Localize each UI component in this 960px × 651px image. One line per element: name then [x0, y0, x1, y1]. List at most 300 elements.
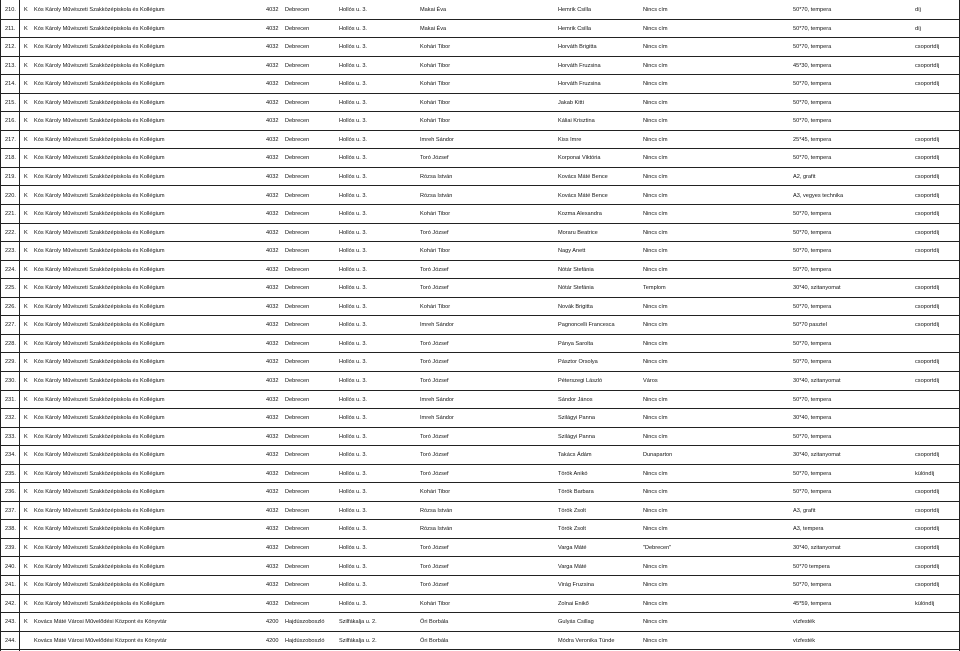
- cell-category: K: [24, 322, 28, 329]
- cell-student: Hemrik Csilla: [558, 7, 591, 13]
- cell-institution: Kós Károly Művészeti Szakközépiskola és Kollégium: [34, 248, 165, 255]
- cell-row-number: 226.: [5, 303, 16, 310]
- cell-city: Debrecen: [285, 378, 310, 384]
- cell-city: Debrecen: [285, 415, 310, 422]
- cell-postcode: 4032: [266, 99, 279, 106]
- cell-student: Sándor János: [558, 396, 593, 403]
- cell-title: Nincs cím: [643, 99, 668, 106]
- cell-student: Varga Máté: [558, 544, 587, 551]
- cell-student: Zolnai Enikő: [558, 600, 589, 607]
- cell-postcode: 4032: [266, 155, 279, 162]
- cell-title: Nincs cím: [643, 396, 668, 403]
- cell-teacher: Kohári Tibor: [420, 303, 451, 310]
- cell-technique: 50*70, tempera: [793, 303, 832, 310]
- cell-award: csoportdíj: [915, 211, 940, 218]
- cell-category: K: [24, 359, 28, 366]
- cell-postcode: 4032: [266, 229, 279, 236]
- cell-category: K: [24, 81, 28, 88]
- cell-category: K: [24, 25, 28, 32]
- cell-teacher: Kohári Tibor: [420, 489, 451, 496]
- cell-institution: Kós Károly Művészeti Szakközépiskola és Kollégium: [34, 229, 165, 236]
- cell-postcode: 4032: [266, 136, 279, 143]
- cell-award: [915, 261, 959, 279]
- cell-technique: 50*70, tempera: [793, 211, 832, 218]
- cell-city: Debrecen: [285, 322, 310, 329]
- cell-street: Hollós u. 3.: [339, 136, 367, 143]
- cell-category: K: [24, 248, 28, 255]
- cell-city: Debrecen: [285, 396, 310, 403]
- cell-category: K: [24, 303, 28, 310]
- cell-row-number: 213.: [5, 62, 16, 69]
- cell-institution: Kós Károly Művészeti Szakközépiskola és Kollégium: [34, 526, 165, 533]
- cell-row-number: 235.: [5, 470, 16, 477]
- cell-student: Kovács Máté Bence: [558, 192, 608, 199]
- cell-student: Péterszegi László: [558, 378, 603, 384]
- cell-street: Hollós u. 3.: [339, 582, 367, 589]
- cell-city: Debrecen: [285, 285, 310, 292]
- cell-institution: Kós Károly Művészeti Szakközépiskola és Kollégium: [34, 507, 165, 514]
- cell-category: K: [24, 266, 28, 273]
- cell-teacher: Toró József: [420, 544, 449, 551]
- cell-teacher: Toró József: [420, 229, 449, 236]
- table-row: [0, 446, 960, 465]
- cell-title: Nincs cím: [643, 192, 668, 199]
- cell-student: Hemrik Csilla: [558, 25, 591, 32]
- cell-row-number: 240.: [5, 563, 16, 570]
- cell-student: Varga Máté: [558, 563, 587, 570]
- cell-title: Nincs cím: [643, 619, 668, 626]
- cell-city: Debrecen: [285, 359, 310, 366]
- cell-city: Hajdúszoboszló: [285, 619, 325, 626]
- cell-institution: Kós Károly Művészeti Szakközépiskola és Kollégium: [34, 303, 165, 310]
- cell-student: Kiss Imre: [558, 136, 582, 143]
- table-row: [0, 298, 960, 317]
- cell-street: Hollós u. 3.: [339, 285, 367, 292]
- cell-award: [915, 632, 959, 650]
- cell-institution: Kós Károly Művészeti Szakközépiskola és Kollégium: [34, 62, 165, 69]
- cell-postcode: 4032: [266, 81, 279, 88]
- cell-city: Debrecen: [285, 526, 310, 533]
- cell-row-number: 216.: [5, 118, 16, 125]
- cell-student: Jakab Kitti: [558, 99, 584, 106]
- cell-award: csoportdíj: [915, 378, 940, 384]
- cell-street: Szilfákalja u. 2.: [339, 637, 377, 644]
- table-row: [0, 632, 960, 651]
- cell-technique: 50*70, tempera: [793, 359, 832, 366]
- cell-row-number: 231.: [5, 396, 16, 403]
- cell-title: Nincs cím: [643, 470, 668, 477]
- cell-street: Hollós u. 3.: [339, 118, 367, 125]
- table-row: [0, 242, 960, 261]
- cell-category: K: [24, 507, 28, 514]
- cell-title: Nincs cím: [643, 526, 668, 533]
- cell-title: Templom: [643, 285, 666, 292]
- cell-technique: 50*70, tempera: [793, 81, 832, 88]
- cell-title: Nincs cím: [643, 266, 668, 273]
- cell-institution: Kós Károly Művészeti Szakközépiskola és Kollégium: [34, 136, 165, 143]
- cell-postcode: 4032: [266, 248, 279, 255]
- cell-street: Hollós u. 3.: [339, 25, 367, 32]
- cell-street: Hollós u. 3.: [339, 600, 367, 607]
- cell-title: "Debrecen": [643, 544, 672, 551]
- cell-award: csoportdíj: [915, 44, 940, 51]
- cell-teacher: Kohári Tibor: [420, 44, 451, 51]
- cell-teacher: Imreh Sándor: [420, 415, 454, 422]
- cell-technique: 50*70, tempera: [793, 582, 832, 589]
- cell-street: Hollós u. 3.: [339, 340, 367, 347]
- cell-city: Debrecen: [285, 582, 310, 589]
- cell-category: K: [24, 192, 28, 199]
- cell-title: Nincs cím: [643, 229, 668, 236]
- cell-row-number: 219.: [5, 173, 16, 180]
- cell-technique: 50*70, tempera: [793, 470, 832, 477]
- table-row: [0, 94, 960, 113]
- cell-title: Nincs cím: [643, 322, 668, 329]
- cell-row-number: 242.: [5, 600, 16, 607]
- cell-street: Hollós u. 3.: [339, 526, 367, 533]
- cell-technique: A3, tempera: [793, 526, 824, 533]
- cell-student: Török Anikó: [558, 470, 588, 477]
- cell-award: csoportdíj: [915, 544, 940, 551]
- cell-postcode: 4032: [266, 359, 279, 366]
- cell-city: Hajdúszoboszló: [285, 637, 325, 644]
- table-row: [0, 409, 960, 428]
- table-row: [0, 75, 960, 94]
- cell-row-number: 225.: [5, 285, 16, 292]
- cell-award: különdíj: [915, 600, 935, 607]
- cell-student: Horváth Brigitta: [558, 44, 597, 51]
- cell-institution: Kós Károly Művészeti Szakközépiskola és Kollégium: [34, 489, 165, 496]
- cell-title: Nincs cím: [643, 563, 668, 570]
- table-row: [0, 279, 960, 298]
- cell-student: Nótár Stefánia: [558, 266, 594, 273]
- table-row: [0, 335, 960, 354]
- cell-category: K: [24, 62, 28, 69]
- cell-student: Korponai Viktória: [558, 155, 601, 162]
- cell-street: Hollós u. 3.: [339, 378, 367, 384]
- cell-title: Nincs cím: [643, 359, 668, 366]
- cell-institution: Kós Károly Művészeti Szakközépiskola és Kollégium: [34, 340, 165, 347]
- table-row: [0, 57, 960, 76]
- cell-institution: Kós Károly Művészeti Szakközépiskola és Kollégium: [34, 173, 165, 180]
- table-row: [0, 149, 960, 168]
- cell-student: Kozma Alexandra: [558, 211, 602, 218]
- cell-title: Nincs cím: [643, 173, 668, 180]
- cell-street: Hollós u. 3.: [339, 7, 367, 13]
- cell-institution: Kós Károly Művészeti Szakközépiskola és Kollégium: [34, 544, 165, 551]
- cell-teacher: Makai Éva: [420, 7, 447, 13]
- cell-street: Hollós u. 3.: [339, 489, 367, 496]
- cell-title: Nincs cím: [643, 582, 668, 589]
- cell-technique: 45*30, tempera: [793, 62, 832, 69]
- cell-technique: A3, vegyes technika: [793, 192, 844, 199]
- cell-award: [915, 335, 959, 353]
- cell-institution: Kós Károly Művészeti Szakközépiskola és Kollégium: [34, 25, 165, 32]
- cell-award: csoportdíj: [915, 489, 940, 496]
- cell-row-number: 241.: [5, 582, 16, 589]
- cell-teacher: Toró József: [420, 155, 449, 162]
- cell-technique: vízfesték: [793, 619, 816, 626]
- cell-teacher: Rózsa István: [420, 507, 453, 514]
- cell-award: csoportdíj: [915, 563, 940, 570]
- cell-award: [915, 428, 959, 446]
- cell-teacher: Toró József: [420, 582, 449, 589]
- cell-title: Nincs cím: [643, 44, 668, 51]
- cell-award: csoportdíj: [915, 582, 940, 589]
- cell-institution: Kós Károly Művészeti Szakközépiskola és Kollégium: [34, 81, 165, 88]
- cell-award: díj: [915, 25, 921, 32]
- cell-teacher: Őri Borbála: [420, 619, 449, 626]
- cell-postcode: 4200: [266, 619, 279, 626]
- cell-student: Moraru Beatrice: [558, 229, 598, 236]
- cell-city: Debrecen: [285, 192, 310, 199]
- cell-student: Pásztor Orsolya: [558, 359, 598, 366]
- cell-technique: 50*70, tempera: [793, 229, 832, 236]
- cell-street: Hollós u. 3.: [339, 303, 367, 310]
- cell-street: Hollós u. 3.: [339, 396, 367, 403]
- cell-street: Hollós u. 3.: [339, 192, 367, 199]
- cell-city: Debrecen: [285, 44, 310, 51]
- table-row: [0, 20, 960, 39]
- cell-student: Pánya Sarolta: [558, 340, 594, 347]
- cell-street: Hollós u. 3.: [339, 452, 367, 459]
- cell-student: Szilágyi Panna: [558, 415, 596, 422]
- cell-category: K: [24, 136, 28, 143]
- cell-teacher: Kohári Tibor: [420, 81, 451, 88]
- cell-category: K: [24, 118, 28, 125]
- cell-postcode: 4032: [266, 44, 279, 51]
- cell-title: Nincs cím: [643, 81, 668, 88]
- cell-title: Nincs cím: [643, 340, 668, 347]
- table-row: [0, 539, 960, 558]
- cell-award: [915, 112, 959, 130]
- cell-award: csoportdíj: [915, 229, 940, 236]
- cell-award: csoportdíj: [915, 248, 940, 255]
- cell-postcode: 4032: [266, 192, 279, 199]
- cell-award: csoportdíj: [915, 155, 940, 162]
- cell-student: Gulyás Csillag: [558, 619, 594, 626]
- cell-postcode: 4032: [266, 173, 279, 180]
- cell-student: Káliai Krisztina: [558, 118, 595, 125]
- cell-postcode: 4032: [266, 118, 279, 125]
- cell-institution: Kós Károly Művészeti Szakközépiskola és Kollégium: [34, 99, 165, 106]
- cell-row-number: 230.: [5, 378, 16, 384]
- cell-institution: Kós Károly Művészeti Szakközépiskola és Kollégium: [34, 285, 165, 292]
- cell-postcode: 4032: [266, 544, 279, 551]
- cell-award: [915, 94, 959, 112]
- cell-city: Debrecen: [285, 507, 310, 514]
- cell-title: Nincs cím: [643, 211, 668, 218]
- cell-postcode: 4032: [266, 470, 279, 477]
- cell-teacher: Imreh Sándor: [420, 396, 454, 403]
- cell-city: Debrecen: [285, 266, 310, 273]
- cell-street: Hollós u. 3.: [339, 266, 367, 273]
- cell-row-number: 227.: [5, 322, 16, 329]
- cell-street: Hollós u. 3.: [339, 248, 367, 255]
- cell-street: Hollós u. 3.: [339, 44, 367, 51]
- cell-teacher: Rózsa István: [420, 192, 453, 199]
- table-row: [0, 428, 960, 447]
- cell-city: Debrecen: [285, 470, 310, 477]
- cell-institution: Kós Károly Művészeti Szakközépiskola és Kollégium: [34, 322, 165, 329]
- cell-category: K: [24, 396, 28, 403]
- cell-student: Pagnoncelli Francesca: [558, 322, 615, 329]
- cell-award: [915, 409, 959, 427]
- cell-title: Nincs cím: [643, 62, 668, 69]
- cell-postcode: 4032: [266, 489, 279, 496]
- cell-street: Hollós u. 3.: [339, 173, 367, 180]
- cell-technique: 45*59, tempera: [793, 600, 832, 607]
- cell-row-number: 233.: [5, 433, 16, 440]
- cell-award: csoportdíj: [915, 526, 940, 533]
- cell-teacher: Imreh Sándor: [420, 322, 454, 329]
- cell-teacher: Toró József: [420, 470, 449, 477]
- table-row: [0, 187, 960, 206]
- cell-teacher: Toró József: [420, 378, 449, 384]
- cell-student: Nagy Anett: [558, 248, 586, 255]
- cell-category: K: [24, 470, 28, 477]
- cell-category: K: [24, 155, 28, 162]
- cell-row-number: 244.: [5, 637, 16, 644]
- cell-city: Debrecen: [285, 489, 310, 496]
- cell-postcode: 4200: [266, 637, 279, 644]
- cell-student: Virág Fruzsina: [558, 582, 594, 589]
- cell-city: Debrecen: [285, 303, 310, 310]
- cell-award: csoportdíj: [915, 322, 940, 329]
- cell-row-number: 222.: [5, 229, 16, 236]
- cell-student: Horváth Fruzsina: [558, 62, 601, 69]
- cell-row-number: 229.: [5, 359, 16, 366]
- cell-institution: Kós Károly Művészeti Szakközépiskola és Kollégium: [34, 600, 165, 607]
- cell-institution: Kós Károly Művészeti Szakközépiskola és Kollégium: [34, 563, 165, 570]
- cell-award: különdíj: [915, 470, 935, 477]
- cell-technique: 50*70, tempera: [793, 155, 832, 162]
- cell-teacher: Kohári Tibor: [420, 62, 451, 69]
- cell-postcode: 4032: [266, 396, 279, 403]
- cell-institution: Kós Károly Művészeti Szakközépiskola és Kollégium: [34, 582, 165, 589]
- table-row: [0, 558, 960, 577]
- cell-award: csoportdíj: [915, 136, 940, 143]
- cell-technique: A2, grafit: [793, 173, 816, 180]
- cell-category: K: [24, 173, 28, 180]
- cell-teacher: Makai Éva: [420, 25, 447, 32]
- cell-title: Nincs cím: [643, 415, 668, 422]
- cell-category: K: [24, 489, 28, 496]
- cell-technique: 50*70, tempera: [793, 7, 832, 13]
- cell-postcode: 4032: [266, 452, 279, 459]
- cell-category: K: [24, 619, 28, 626]
- cell-institution: Kós Károly Művészeti Szakközépiskola és Kollégium: [34, 44, 165, 51]
- cell-teacher: Toró József: [420, 563, 449, 570]
- cell-city: Debrecen: [285, 433, 310, 440]
- cell-title: Nincs cím: [643, 507, 668, 514]
- cell-award: csoportdíj: [915, 303, 940, 310]
- cell-city: Debrecen: [285, 136, 310, 143]
- cell-city: Debrecen: [285, 211, 310, 218]
- cell-teacher: Imreh Sándor: [420, 136, 454, 143]
- cell-street: Hollós u. 3.: [339, 155, 367, 162]
- cell-row-number: 228.: [5, 340, 16, 347]
- cell-award: csoportdíj: [915, 192, 940, 199]
- cell-street: Hollós u. 3.: [339, 544, 367, 551]
- cell-student: Török Barbara: [558, 489, 594, 496]
- cell-title: Nincs cím: [643, 136, 668, 143]
- cell-postcode: 4032: [266, 563, 279, 570]
- cell-award: [915, 613, 959, 631]
- cell-title: Város: [643, 378, 658, 384]
- cell-postcode: 4032: [266, 526, 279, 533]
- cell-city: Debrecen: [285, 155, 310, 162]
- cell-street: Hollós u. 3.: [339, 415, 367, 422]
- cell-technique: 50*70 pasztel: [793, 322, 827, 329]
- cell-institution: Kós Károly Művészeti Szakközépiskola és Kollégium: [34, 7, 165, 13]
- cell-category: K: [24, 415, 28, 422]
- cell-technique: 50*70, tempera: [793, 99, 832, 106]
- cell-technique: A3, grafit: [793, 507, 816, 514]
- table-row: [0, 576, 960, 595]
- cell-student: Nótár Stefánia: [558, 285, 594, 292]
- cell-row-number: 243.: [5, 619, 16, 626]
- cell-row-number: 238.: [5, 526, 16, 533]
- cell-student: Takács Ádám: [558, 452, 592, 459]
- cell-city: Debrecen: [285, 248, 310, 255]
- cell-teacher: Toró József: [420, 452, 449, 459]
- cell-city: Debrecen: [285, 229, 310, 236]
- cell-category: K: [24, 582, 28, 589]
- cell-teacher: Toró József: [420, 340, 449, 347]
- cell-award: [915, 391, 959, 409]
- cell-row-number: 214.: [5, 81, 16, 88]
- cell-title: Nincs cím: [643, 7, 668, 13]
- cell-technique: 50*70 tempera: [793, 563, 830, 570]
- cell-category: K: [24, 563, 28, 570]
- cell-category: K: [24, 99, 28, 106]
- cell-city: Debrecen: [285, 600, 310, 607]
- cell-student: Módra Veronika Tünde: [558, 637, 615, 644]
- cell-award: csoportdíj: [915, 452, 940, 459]
- cell-category: [24, 632, 34, 650]
- table-row: [0, 391, 960, 410]
- cell-technique: 30*40, szitanyomat: [793, 544, 841, 551]
- cell-teacher: Őri Borbála: [420, 637, 449, 644]
- cell-city: Debrecen: [285, 118, 310, 125]
- cell-row-number: 224.: [5, 266, 16, 273]
- cell-teacher: Kohári Tibor: [420, 118, 451, 125]
- cell-award: csoportdíj: [915, 81, 940, 88]
- cell-category: K: [24, 378, 28, 384]
- cell-street: Hollós u. 3.: [339, 322, 367, 329]
- cell-street: Hollós u. 3.: [339, 470, 367, 477]
- cell-technique: 50*70, tempera: [793, 433, 832, 440]
- table-row: [0, 353, 960, 372]
- table-row: [0, 1, 960, 20]
- cell-postcode: 4032: [266, 582, 279, 589]
- cell-institution: Kós Károly Művészeti Szakközépiskola és Kollégium: [34, 470, 165, 477]
- cell-postcode: 4032: [266, 433, 279, 440]
- cell-street: Hollós u. 3.: [339, 81, 367, 88]
- cell-award: csoportdíj: [915, 507, 940, 514]
- cell-city: Debrecen: [285, 340, 310, 347]
- cell-technique: 50*70, tempera: [793, 25, 832, 32]
- table-row: [0, 595, 960, 614]
- cell-technique: 50*70, tempera: [793, 340, 832, 347]
- cell-institution: Kós Károly Művészeti Szakközépiskola és Kollégium: [34, 155, 165, 162]
- cell-technique: vízfesték: [793, 637, 816, 644]
- table-row: [0, 613, 960, 632]
- cell-institution: Kós Károly Művészeti Szakközépiskola és Kollégium: [34, 396, 165, 403]
- cell-teacher: Toró József: [420, 359, 449, 366]
- cell-postcode: 4032: [266, 303, 279, 310]
